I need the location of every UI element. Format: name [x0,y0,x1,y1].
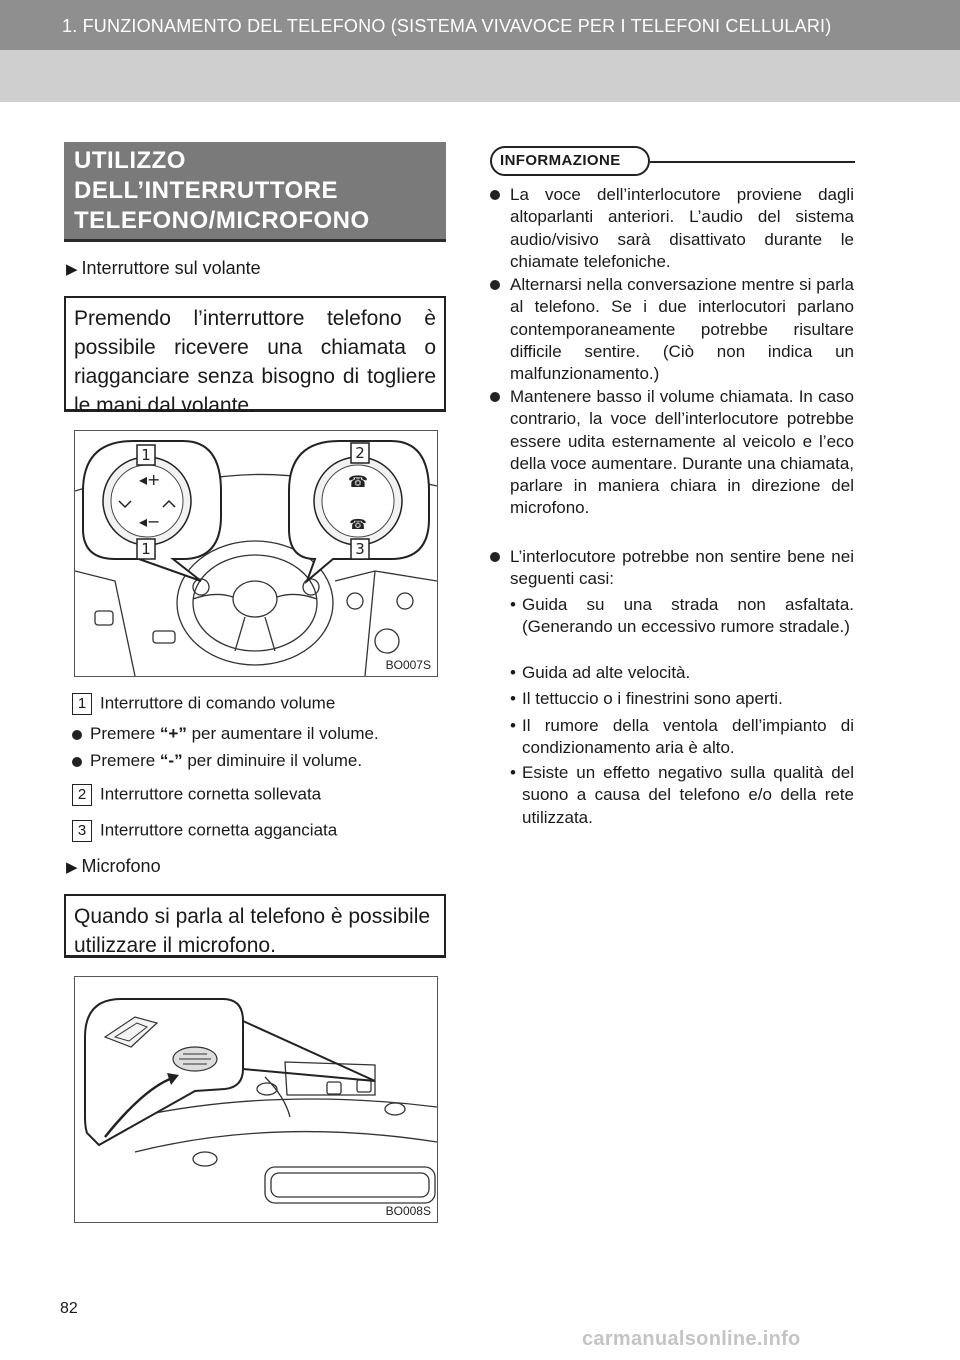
info-sub-bullet: • Guida su una strada non asfaltata. (Generando un eccessivo rumore stradale.) [510,595,854,637]
item-volume-switch: 1 Interruttore di comando volume [72,693,335,715]
svg-text:☎: ☎ [349,517,367,533]
bullet-dot-icon [490,552,500,562]
figure-code: BO008S [385,1204,431,1218]
svg-text:☎: ☎ [348,472,368,491]
svg-text:3: 3 [355,540,365,558]
microphone-heading: ▶ Microfono [66,856,161,876]
phone-switch-callout [289,441,429,581]
info-tag: INFORMAZIONE [490,146,650,176]
page-number: 82 [60,1300,78,1317]
info-sub-bullet: • Il rumore della ventola dell’impianto di condizionamento aria è alto. [510,716,854,758]
microphone-illustration [75,977,437,1222]
info-divider [650,161,855,163]
item-number-box: 3 [72,820,92,842]
svg-text:1: 1 [141,540,151,558]
page-header-title: 1. FUNZIONAMENTO DEL TELEFONO (SISTEMA VIVAVOCE PER I TELEFONI CELLULARI) [62,16,832,36]
steering-heading: ▶ Interruttore sul volante [66,258,261,278]
steering-wheel-illustration [75,431,437,676]
microphone-figure [74,976,438,1223]
section-title: UTILIZZO DELL’INTERRUTTORE TELEFONO/MICROFONO [74,147,370,234]
bullet-dot-icon [490,280,500,290]
volume-switch-callout [83,441,221,581]
item-number-box: 1 [72,693,92,715]
steering-info-box: Premendo l’interruttore telefono è possibile ricevere una chiamata o riagganciare senza bisogno di togliere le mani dal volante. [64,296,446,412]
microphone-info-box: Quando si parla al telefono è possibile utilizzare il microfono. [64,894,446,958]
bullet-dot-icon [72,730,82,740]
info-bullet: L’interlocutore potrebbe non sentire bene nei seguenti casi: [490,546,854,591]
info-bullet: La voce dell’interlocutore proviene dagli altoparlanti anteriori. L’audio del sistema audio/visivo sarà disattivato durante le chiamate telefoniche. [490,184,854,273]
item-pickup-switch: 2 Interruttore cornetta sollevata [72,784,321,806]
section-title-banner [64,142,446,242]
triangle-right-icon: ▶ [66,859,78,876]
volume-down-bullet: Premere “-” per diminuire il volume. [72,751,362,771]
info-bullet: Alternarsi nella conversazione mentre si parla al telefono. Se i due interlocutori parlano contemporaneamente potrebbe risultare difficile sentire. (Ciò non indica un malfunzionamento.) [490,274,854,385]
svg-text:2: 2 [355,444,365,462]
info-sub-bullet: • Guida ad alte velocità. [510,663,691,682]
item-number-box: 2 [72,784,92,806]
volume-up-bullet: Premere “+” per aumentare il volume. [72,724,379,744]
info-sub-bullet: • Il tettuccio o i finestrini sono aperti. [510,689,783,708]
triangle-right-icon: ▶ [66,261,78,278]
bullet-dot-icon [490,392,500,402]
item-hangup-switch: 3 Interruttore cornetta agganciata [72,820,337,842]
svg-text:◂+: ◂+ [139,470,161,489]
info-bullet: Mantenere basso il volume chiamata. In caso contrario, la voce dell’interlocutore potrebbe essere udita esternamente al veicolo e l’eco della voce aumentare. Durante una chiamata, parlare in maniera chiara in direzione del microfono. [490,386,854,520]
watermark: carmanualsonline.info [582,1328,801,1350]
figure-code: BO007S [385,658,431,672]
svg-text:◂−: ◂− [139,512,161,531]
info-sub-bullet: • Esiste un effetto negativo sulla qualità del suono a causa del telefono e/o della rete utilizzata. [510,763,854,827]
steering-wheel-figure [74,430,438,677]
microphone-callout [85,999,375,1145]
bullet-dot-icon [490,190,500,200]
svg-text:1: 1 [141,446,151,464]
bullet-dot-icon [72,757,82,767]
